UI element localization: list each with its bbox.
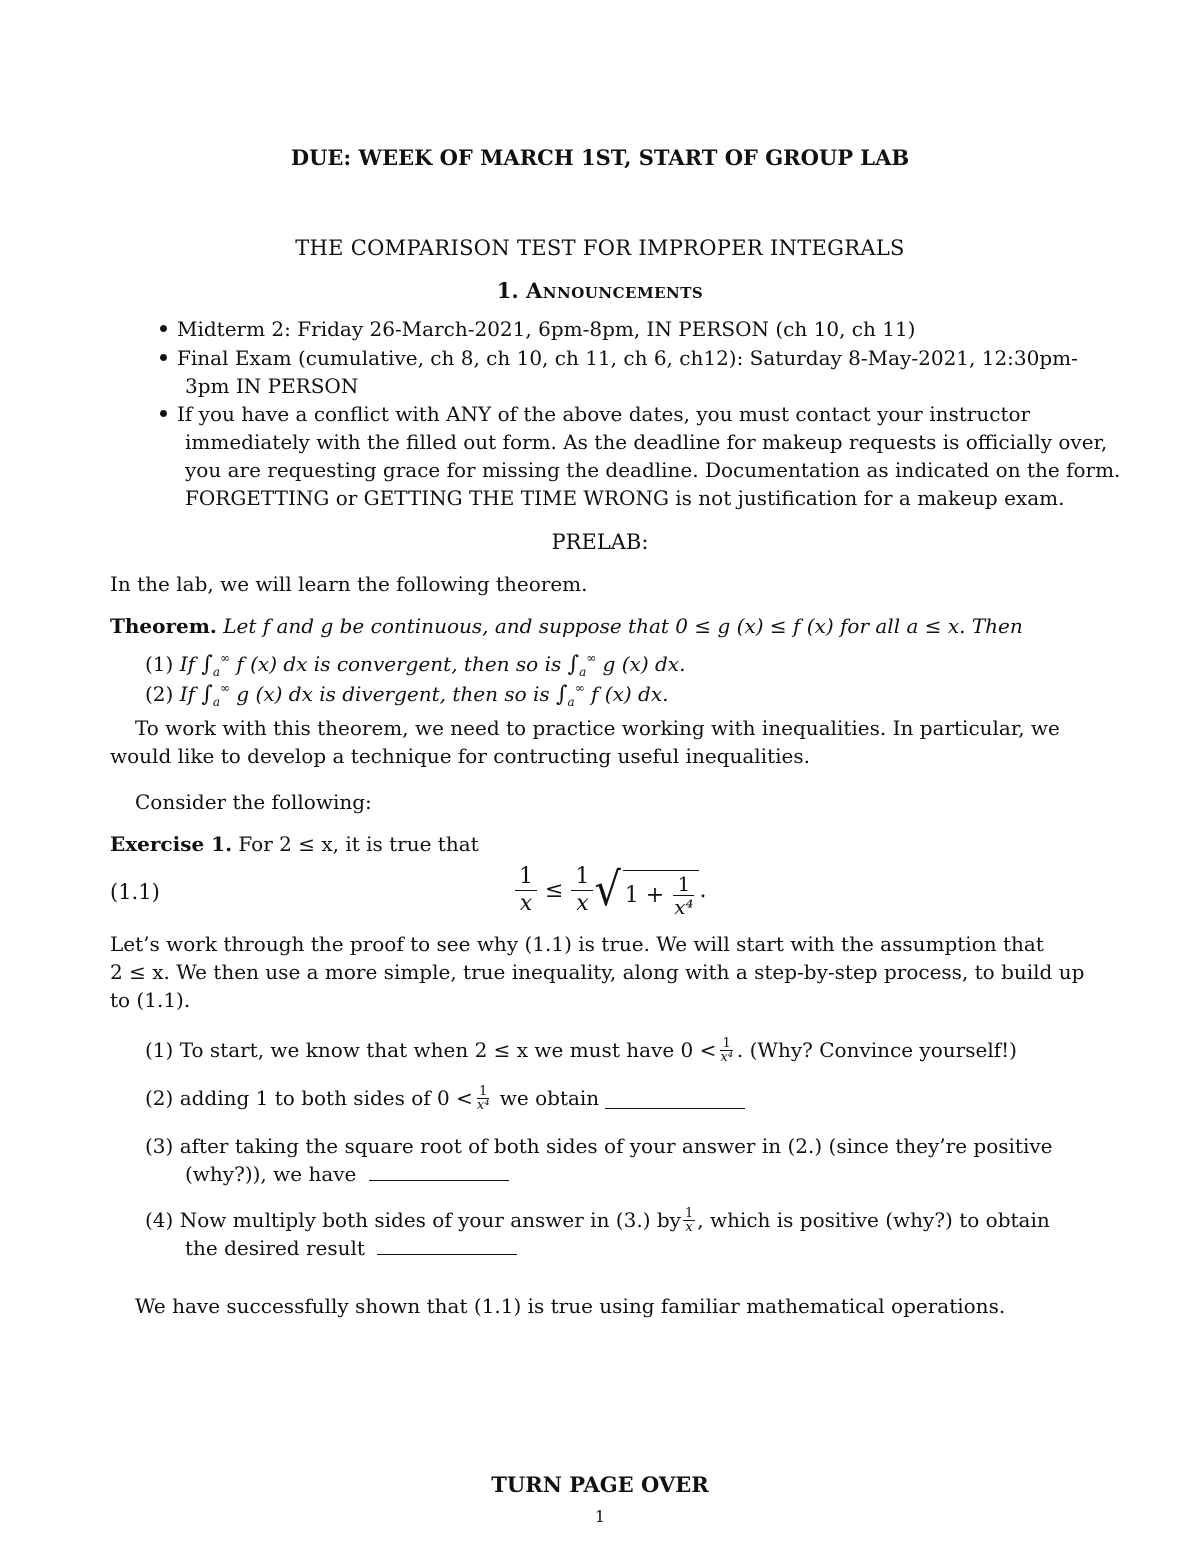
sqrt-icon: √ <box>594 862 622 916</box>
fraction: $\frac{1}{x}$ <box>571 864 593 917</box>
announcement-item-3-line4: FORGETTING or GETTING THE TIME WRONG is not justification for a makeup exam. <box>185 486 1065 510</box>
paragraph-2-line-2: 2 ≤ x. We then use a more simple, true inequality, along with a step-by-step process, to build up <box>110 960 1085 984</box>
paragraph-1-line-1: To work with this theorem, we need to practice working with inequalities. In particular, we <box>135 716 1060 740</box>
step-3-line-2: (why?)), we have <box>185 1160 509 1188</box>
page-number: 1 <box>594 1507 606 1526</box>
paragraph-2-line-1: Let’s work through the proof to see why (1.1) is true. We will start with the assumption that <box>110 932 1044 956</box>
announcement-item-3: If you have a conflict with ANY of the above dates, you must contact your instructor <box>160 400 1030 428</box>
section-number: 1. <box>496 278 519 303</box>
section-title: Announcements <box>526 278 704 303</box>
due-header: DUE: WEEK OF MARCH 1ST, START OF GROUP LAB <box>290 145 910 170</box>
answer-blank-4[interactable] <box>377 1234 517 1255</box>
integral-symbol: $\int_a^\infty$ <box>556 681 585 709</box>
theorem-item-2: (2) If $\int_a^\infty$ g (x) dx is divergent, then so is $\int_a^\infty$ f (x) dx. <box>145 681 669 709</box>
integral-symbol: $\int_a^\infty$ <box>201 651 230 679</box>
announcement-item-1: Midterm 2: Friday 26-March-2021, 6pm-8pm, IN PERSON (ch 10, ch 11) <box>160 315 915 343</box>
theorem-label: Theorem. <box>110 614 217 638</box>
turn-page-footer: TURN PAGE OVER <box>491 1472 709 1497</box>
equation-number: (1.1) <box>110 880 160 904</box>
bullet-icon <box>160 410 167 417</box>
fraction: $\frac{1}{\text{x⁴}}$ <box>476 1083 490 1113</box>
theorem-item-1: (1) If $\int_a^\infty$ f (x) dx is convergent, then so is $\int_a^\infty$ g (x) dx. <box>145 651 686 679</box>
consider-text: Consider the following: <box>135 790 372 814</box>
integral-symbol: $\int_a^\infty$ <box>201 681 230 709</box>
integral-symbol: $\int_a^\infty$ <box>567 651 597 679</box>
conclusion: We have successfully shown that (1.1) is true using familiar mathematical operations. <box>135 1294 1006 1318</box>
theorem-statement <box>110 612 1023 640</box>
step-3: (3) after taking the square root of both sides of your answer in (2.) (since they’re positive <box>145 1134 1053 1158</box>
fraction: $\frac{1}{x}$ <box>684 1205 694 1235</box>
square-root: √ 1 + $\frac{1}{\text{x⁴}}$ <box>593 862 699 918</box>
step-2: (2) adding 1 to both sides of 0 < $\frac{1}{\text{x⁴}}$ we obtain <box>145 1084 745 1112</box>
prelab-intro: In the lab, we will learn the following theorem. <box>110 572 588 596</box>
exercise-label: Exercise 1. <box>110 832 233 856</box>
section-heading <box>0 278 1200 303</box>
prelab-heading: PRELAB: <box>551 530 649 554</box>
fraction: $\frac{1}{\text{x⁴}}$ <box>674 872 694 919</box>
exercise-statement: Exercise 1. For 2 ≤ x, it is true that <box>110 832 479 856</box>
announcement-item-3-line3: you are requesting grace for missing the deadline. Documentation as indicated on the form. <box>185 458 1121 482</box>
step-1: (1) To start, we know that when 2 ≤ x we must have 0 < $\frac{1}{\text{x⁴}}$ . (Why? Convince yourself!) <box>145 1035 1017 1065</box>
step-4: (4) Now multiply both sides of your answer in (3.) by $\frac{1}{x}$ , which is positive (why?) to obtain <box>145 1205 1050 1235</box>
fraction: $\frac{1}{x}$ <box>515 864 537 917</box>
paragraph-2-line-3: to (1.1). <box>110 988 191 1012</box>
paragraph-1-line-2: would like to develop a technique for contructing useful inequalities. <box>110 744 810 768</box>
answer-blank-3[interactable] <box>369 1160 509 1181</box>
bullet-icon <box>160 325 167 332</box>
equation-1-1: $\frac{1}{x}$ ≤ $\frac{1}{x}$ √ 1 + $\frac{1}{\text{x⁴}}$ . <box>515 862 706 918</box>
announcement-item-2: Final Exam (cumulative, ch 8, ch 10, ch 11, ch 6, ch12): Saturday 8-May-2021, 12:30pm- <box>160 344 1078 372</box>
fraction: $\frac{1}{\text{x⁴}}$ <box>720 1035 733 1065</box>
page-title: THE COMPARISON TEST FOR IMPROPER INTEGRALS <box>295 236 905 260</box>
answer-blank-2[interactable] <box>605 1088 745 1109</box>
bullet-icon <box>160 354 167 361</box>
announcement-item-3-line2: immediately with the filled out form. As the deadline for makeup requests is officially over, <box>185 430 1108 454</box>
announcement-item-2-cont: 3pm IN PERSON <box>185 374 359 398</box>
theorem-text: Let f and g be continuous, and suppose that 0 ≤ g (x) ≤ f (x) for all a ≤ x. Then <box>223 614 1023 638</box>
step-4-line-2: the desired result <box>185 1234 517 1262</box>
